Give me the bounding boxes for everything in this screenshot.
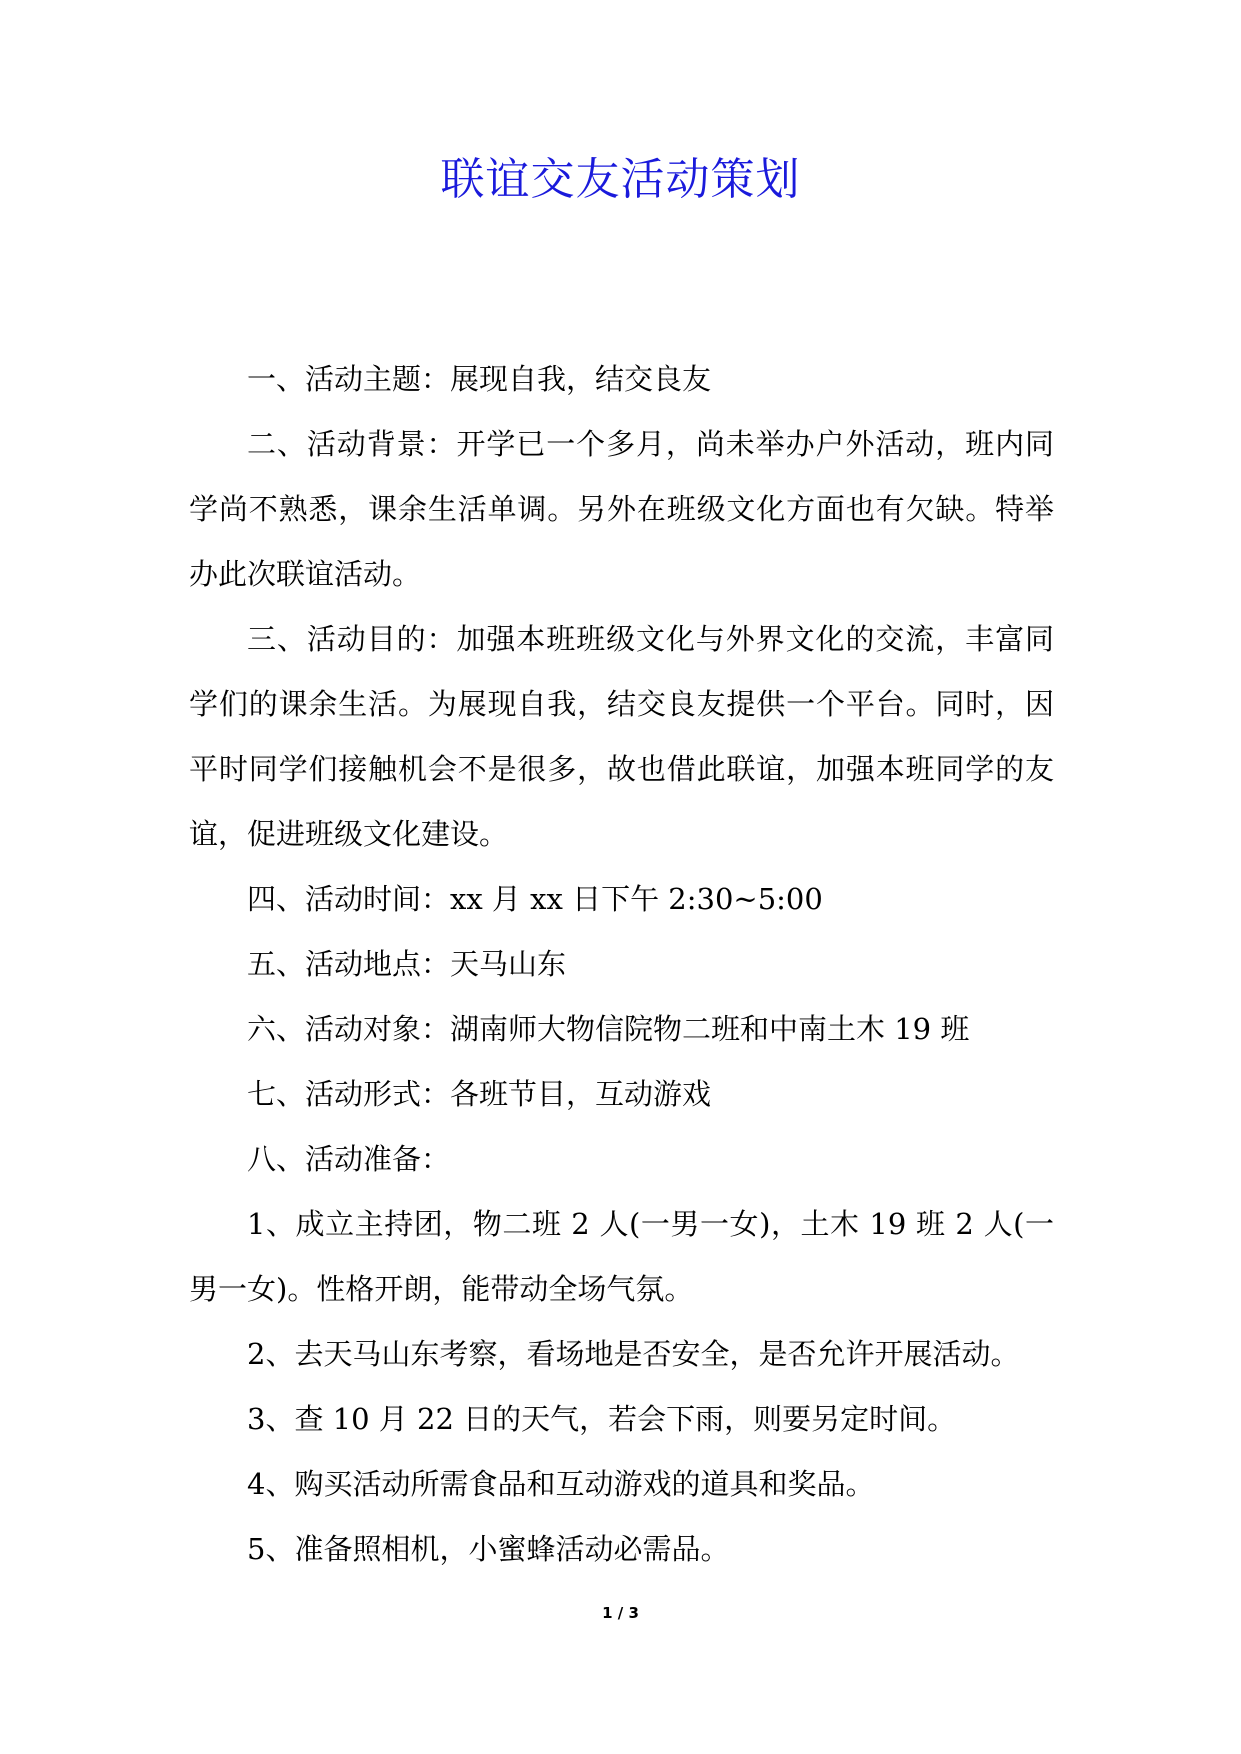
preparation-item-1: 1、成立主持团，物二班 2 人(一男一女)，土木 19 班 2 人(一男一女)。性格开朗，能带动全场气氛。 bbox=[189, 1207, 1054, 1306]
paragraph-time: 四、活动时间：xx 月 xx 日下午 2:30~5:00 bbox=[247, 882, 823, 916]
paragraph-purpose: 三、活动目的：加强本班班级文化与外界文化的交流，丰富同学们的课余生活。为展现自我，结交良友提供一个平台。同时，因平时同学们接触机会不是很多，故也借此联谊，加强本班同学的友谊，促进班级文化建设。 bbox=[189, 622, 1054, 851]
document-title: 联谊交友活动策划 bbox=[440, 154, 801, 205]
paragraph-participants: 六、活动对象：湖南师大物信院物二班和中南土木 19 班 bbox=[247, 1012, 970, 1046]
preparation-item-3: 3、查 10 月 22 日的天气，若会下雨，则要另定时间。 bbox=[247, 1402, 957, 1436]
paragraph-format: 七、活动形式：各班节目，互动游戏 bbox=[247, 1077, 712, 1111]
preparation-item-2: 2、去天马山东考察，看场地是否安全，是否允许开展活动。 bbox=[247, 1337, 1020, 1371]
preparation-item-5: 5、准备照相机，小蜜蜂活动必需品。 bbox=[247, 1532, 730, 1566]
paragraph-preparation-heading: 八、活动准备： bbox=[247, 1142, 451, 1176]
paragraph-location: 五、活动地点：天马山东 bbox=[247, 947, 567, 981]
page-indicator: 1 / 3 bbox=[602, 1604, 639, 1622]
document-body bbox=[189, 347, 1054, 1582]
paragraph-theme: 一、活动主题：展现自我，结交良友 bbox=[247, 362, 712, 396]
preparation-item-4: 4、购买活动所需食品和互动游戏的道具和奖品。 bbox=[247, 1467, 875, 1501]
paragraph-background: 二、活动背景：开学已一个多月，尚未举办户外活动，班内同学尚不熟悉，课余生活单调。另外在班级文化方面也有欠缺。特举办此次联谊活动。 bbox=[189, 427, 1054, 591]
